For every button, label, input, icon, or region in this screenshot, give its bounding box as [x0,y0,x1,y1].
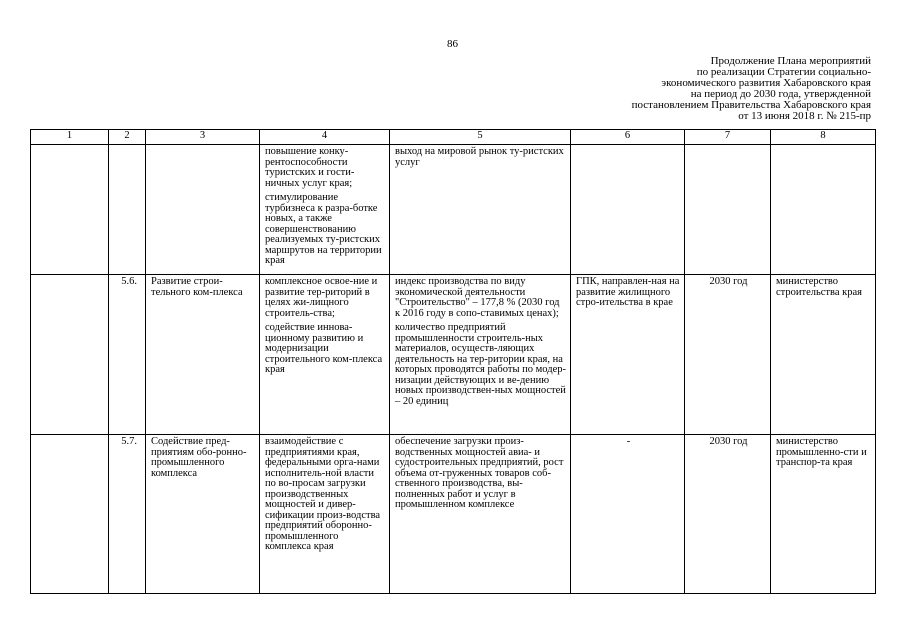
column-header: 1 [31,130,109,145]
tasks-cell [260,275,390,435]
responsible-cell: министерство строительства края [771,275,876,435]
task-text: повышение конку-рентоспособности туристских и гости-ничных услуг края; [265,146,355,189]
column-header: 4 [260,130,390,145]
direction-cell [146,145,260,275]
approval-note-line: по реализации Стратегии социально- [696,66,871,78]
term-cell: 2030 год [685,435,771,594]
page-number: 86 [447,38,458,50]
task-text: содействие иннова-ционному развитию и модернизации строительного ком-плекса края [265,322,383,375]
responsible-cell: министерство промышленно-сти и транспор-та края [771,435,876,594]
column-header: 7 [685,130,771,145]
indicator-text: индекс производства по виду экономической деятельности "Строительство" – 177,8 % (2030 год к 2016 году в сопо-ставимых ценах); [395,276,560,319]
table-row [31,145,876,275]
tasks-cell [260,435,390,594]
document-cell [571,145,685,275]
document-cell: - [571,435,685,594]
column-header: 6 [571,130,685,145]
approval-note-line: Продолжение Плана мероприятий [710,55,871,67]
term-cell [685,145,771,275]
empty-cell [31,435,109,594]
indicator-text: выход на мировой рынок ту-ристских услуг [395,146,564,168]
indicators-cell [390,275,571,435]
indicators-cell [390,145,571,275]
action-plan-table [30,129,876,594]
approval-note [571,56,871,122]
task-text: взаимодействие с предприятиями края, федеральными орга-нами исполнитель-ной власти по во-просам загрузки производственных мощностей и дивер-сификации произ-водства предприятий оборонно-промышленного комплекса края [265,436,381,552]
approval-note-line: на период до 2030 года, утвержденной [690,88,871,100]
column-header: 2 [109,130,146,145]
indicator-text: количество предприятий промышленности строитель-ных материалов, осуществ-ляющих деятельность на тер-ритории края, на которых проводятся работы по модер-низации действующих и ве-дению новых производствен-ных мощностей – 20 единиц [395,322,566,407]
task-text: стимулирование турбизнеса к разра-ботке новых, а также совершенствованию реализуемых ту-ристских маршрутов на территории края [265,192,382,266]
direction-cell: Содействие пред-приятиям обо-ронно-промышленного комплекса [146,435,260,594]
indicators-cell [390,435,571,594]
item-number [109,145,146,275]
approval-note-line: от 13 июня 2018 г. № 215-пр [738,110,871,122]
term-cell: 2030 год [685,275,771,435]
task-text: комплексное освое-ние и развитие тер-риторий в целях жи-лищного строитель-ства; [265,276,378,319]
item-number: 5.6. [109,275,146,435]
item-number: 5.7. [109,435,146,594]
document-cell: ГПК, направлен-ная на развитие жилищного стро-ительства в крае [571,275,685,435]
table-row [31,275,876,435]
approval-note-line: экономического развития Хабаровского края [661,77,871,89]
empty-cell [31,275,109,435]
column-header: 3 [146,130,260,145]
column-header: 5 [390,130,571,145]
empty-cell [31,145,109,275]
indicator-text: обеспечение загрузки произ-водственных мощностей авиа- и судостроительных предприятий, рост объема от-груженных товаров соб-ственного производства, вы-полненных работ и услуг в промышленном комплексе [395,436,564,510]
table-header-row [31,130,876,145]
column-header: 8 [771,130,876,145]
table-row [31,435,876,594]
direction-cell: Развитие строи-тельного ком-плекса [146,275,260,435]
tasks-cell [260,145,390,275]
approval-note-line: постановлением Правительства Хабаровского края [631,99,871,111]
responsible-cell [771,145,876,275]
